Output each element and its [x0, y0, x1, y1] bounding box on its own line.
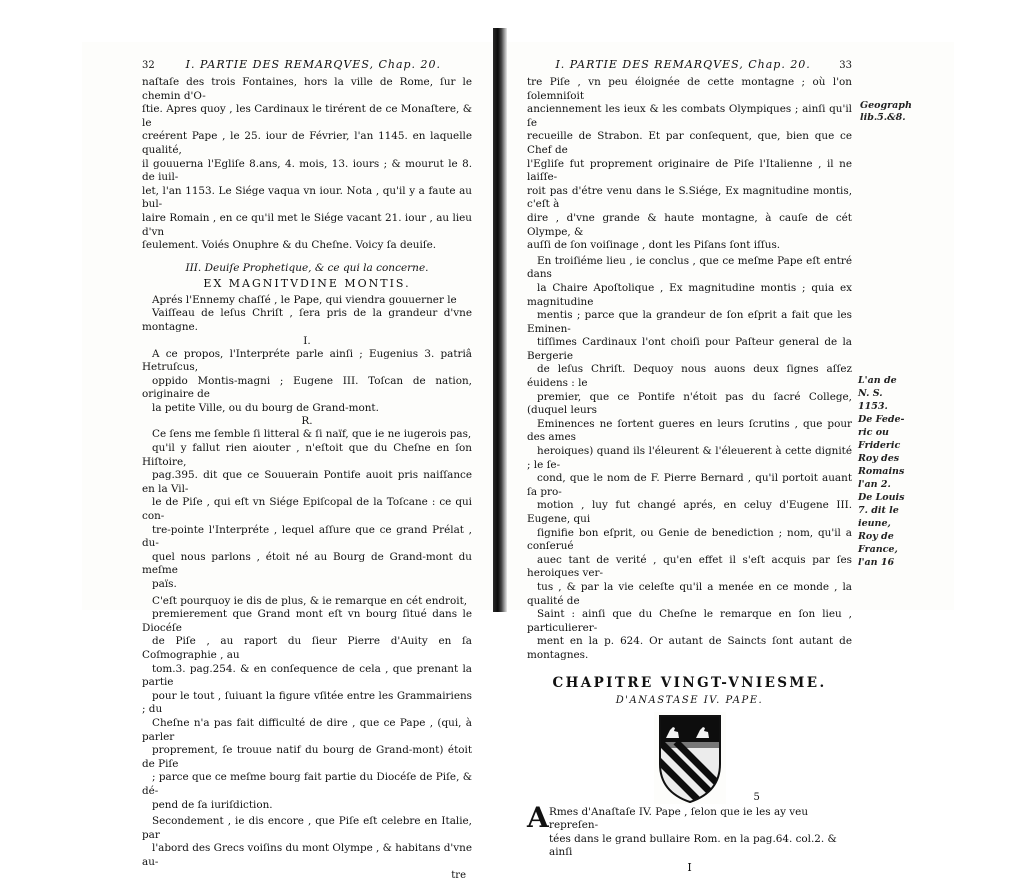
- left-paragraph-2: [142, 348, 472, 416]
- text-line: proprement, ſe trouue natif du bourg de Grand-mont) étoit de Piſe: [142, 744, 472, 770]
- text-line: naſtaſe des trois Fontaines, hors la ville de Rome, ſur le chemin d'O-: [142, 76, 472, 102]
- margin-line: l'an 2.: [858, 479, 891, 490]
- text-line: Rmes d'Anaſtaſe IV. Pape , ſelon que ie les ay veu repreſen-: [549, 805, 809, 832]
- text-line: ſeulement. Voiés Onuphre & du Cheſne. Voicy ſa deuiſe.: [142, 239, 437, 252]
- margin-line: Geograph: [860, 100, 912, 111]
- text-line: En troiſiéme lieu , ie conclus , que ce meſme Pape eſt entré dans: [527, 254, 852, 281]
- marker-remark: R.: [301, 415, 313, 428]
- margin-note-year: [858, 374, 920, 569]
- margin-line: Frideric: [858, 440, 901, 451]
- margin-line: Roy des: [858, 453, 900, 464]
- right-paragraph-2: [527, 255, 852, 663]
- text-line: anciennement les ieux & les combats Olympiques ; ainſi qu'il ſe: [527, 103, 852, 129]
- text-line: tom.3. pag.254. & en conſequence de cela , que prenant la partie: [142, 662, 472, 689]
- left-page-number: 32: [142, 60, 155, 71]
- text-line: creérent Pape , le 25. iour de Février, l'an 1145. en laquelle qualité,: [142, 130, 472, 156]
- text-line: Aprés l'Ennemy chaſſé , le Pape, qui viendra gouuerner le: [152, 293, 457, 306]
- text-line: heroiques) quand ils l'éleurent & l'éleuerent à cette dignité ; le ſe-: [527, 445, 852, 471]
- text-line: l'abord des Grecs voiſins du mont Olympe , & habitans d'vne au-: [142, 842, 472, 868]
- text-line: A ce propos, l'Interpréte parle ainſi ; Eugenius 3. patriâ Hetruſcus,: [142, 347, 472, 374]
- text-line: tre-pointe l'Interpréte , lequel aſſure que ce grand Prélat , du-: [142, 523, 472, 550]
- text-line: ment en la p. 624. Or autant de Saincts ſont autant de montagnes.: [527, 635, 852, 661]
- chapter-title: CHAPITRE VINGT-VNIESME.: [552, 674, 827, 691]
- margin-line: lib.5.&8.: [860, 112, 906, 123]
- text-line: pend de ſa iuriſdiction.: [152, 798, 273, 811]
- text-line: Secondement , ie dis encore , que Piſe eſt celebre en Italie, par: [142, 815, 472, 841]
- margin-line: ieune,: [858, 518, 891, 529]
- margin-line: ric ou: [858, 427, 889, 438]
- text-line: ſtie. Apres quoy , les Cardinaux le tirérent de ce Monaſtere, & le: [142, 103, 472, 129]
- text-line: Vaiſſeau de leſus Chriſt , ſera pris de la grandeur d'vne montagne.: [142, 307, 472, 333]
- text-line: pour le tout , ſuiuant la figure vſitée entre les Grammairiens ; du: [142, 689, 472, 716]
- text-line: tus , & par la vie celeſte qu'il a menée en ce monde , la qualité de: [527, 580, 852, 607]
- coat-of-arms-shield-icon: [654, 712, 726, 804]
- text-line: premierement que Grand mont eſt vn bourg ſitué dans le Diocéſe: [142, 608, 472, 634]
- text-line: premier, que ce Pontife n'étoit pas du ſacré College, (duquel leurs: [527, 390, 852, 417]
- text-line: ; parce que ce meſme bourg fait partie du Diocéſe de Piſe, & dé-: [142, 771, 472, 797]
- left-head-title: I. PARTIE DES REMARQVES, Chap. 20.: [185, 58, 442, 71]
- right-head-title: I. PARTIE DES REMARQVES, Chap. 20.: [555, 58, 811, 71]
- text-line: tées dans le grand bullaire Rom. en la pag.64. col.2. & ainſi: [549, 832, 837, 859]
- right-paragraph-1: [527, 76, 852, 253]
- margin-line: Romains: [858, 466, 905, 477]
- signature-mark: I: [687, 860, 692, 874]
- text-line: C'eſt pourquoy ie dis de plus, & ie remarque en cét endroit,: [152, 594, 468, 607]
- text-line: quel nous parlons , étoit né au Bourg de Grand-mont du meſme: [142, 550, 472, 577]
- margin-line: 7. dit le: [858, 505, 899, 516]
- coat-number: 5: [753, 791, 760, 803]
- margin-line: 1153.: [858, 401, 888, 412]
- dropcap: A: [527, 800, 549, 834]
- left-paragraph-4: [142, 595, 472, 813]
- arms-paragraph: [527, 800, 852, 860]
- text-line: auec tant de verité , qu'en effet il s'eſt acquis par ſes heroiques ver-: [527, 553, 852, 580]
- text-line: la petite Ville, ou du bourg de Grand-mont.: [152, 401, 379, 414]
- text-line: de Piſe , au raport du ſieur Pierre d'Auity en ſa Coſmographie , au: [142, 635, 472, 661]
- catchword: tre: [451, 870, 466, 881]
- text-line: dire , d'vne grande & haute montagne, à cauſe de cét Olympe, &: [527, 211, 852, 238]
- text-line: Eminences ne ſortent gueres en leurs ſcrutins , que pour des ames: [527, 417, 852, 444]
- left-intro-paragraph: [142, 76, 472, 253]
- text-line: l'Egliſe fut proprement originaire de Piſe l'Italienne , il ne laiſſe-: [527, 157, 852, 184]
- text-line: auſſi de ſon voiſinage , dont les Piſans ſont iſſus.: [527, 239, 781, 252]
- text-line: cond, que le nom de F. Pierre Bernard , qu'il portoit auant ſa pro-: [527, 472, 852, 498]
- text-line: roit pas d'étre venu dans le S.Siége, Ex magnitudine montis, c'eſt à: [527, 184, 852, 211]
- text-line: pag.395. dit que ce Souuerain Pontife auoit pris naiſſance en la Vil-: [142, 469, 472, 495]
- margin-note-geograph: [860, 100, 920, 124]
- left-paragraph-5: [142, 815, 472, 869]
- left-running-head: [142, 58, 472, 76]
- margin-line: L'an de: [858, 375, 897, 386]
- text-line: païs.: [152, 578, 177, 590]
- margin-line: France,: [858, 544, 898, 555]
- left-paragraph-1: [142, 294, 472, 335]
- text-line: la Chaire Apoſtolique , Ex magnitudine montis ; quia ex magnitudine: [527, 281, 852, 308]
- text-line: recueille de Strabon. Et par conſequent, que, bien que ce Chef de: [527, 130, 852, 156]
- text-line: let, l'an 1153. Le Siége vaqua vn iour. Nota , qu'il y a faute au bul-: [142, 184, 472, 211]
- text-line: tiſſimes Cardinaux l'ont choiſi pour Paſteur general de la Bergerie: [527, 336, 852, 362]
- right-page: [527, 58, 852, 874]
- text-line: ſignifie bon eſprit, ou Genie de benediction ; nom, qu'il a conſerué: [527, 526, 852, 553]
- marker-interpreter: I.: [303, 334, 311, 347]
- margin-line: N. S.: [858, 388, 883, 399]
- right-page-number: 33: [839, 60, 852, 71]
- margin-line: Roy de: [858, 531, 894, 542]
- book-gutter: [493, 28, 507, 612]
- margin-line: De Fede-: [858, 414, 905, 425]
- motto: EX MAGNITVDINE MONTIS.: [203, 276, 411, 290]
- text-line: qu'il y fallut rien aiouter , n'eſtoit que du Cheſne en ſon Hiſtoire,: [142, 442, 472, 468]
- text-line: laire Romain , en ce qu'il met le Siége vacant 21. iour , au lieu d'vn: [142, 211, 472, 238]
- margin-line: l'an 16: [858, 557, 895, 568]
- coat-of-arms: [654, 712, 760, 804]
- text-line: il gouuerna l'Egliſe 8.ans, 4. mois, 13. iours ; & mourut le 8. de iuil-: [142, 157, 472, 184]
- text-line: tre Piſe , vn peu éloignée de cette montagne ; où l'on ſolemniſoit: [527, 76, 852, 102]
- text-line: oppido Montis-magni ; Eugene III. Toſcan de nation, originaire de: [142, 374, 472, 401]
- text-line: Saint : ainſi que du Cheſne le remarque en ſon lieu , particulierer-: [527, 608, 852, 634]
- text-line: Cheſne n'a pas fait difficulté de dire , que ce Pape , (qui, à parler: [142, 716, 472, 743]
- margin-line: De Louis: [858, 492, 905, 503]
- left-page: [142, 58, 472, 881]
- right-running-head: [527, 58, 852, 76]
- text-line: Ce ſens me ſemble ſi litteral & ſi naïf, que ie ne iugerois pas,: [152, 428, 472, 441]
- left-paragraph-3: [142, 428, 472, 591]
- section-title: III. Deuiſe Prophetique, & ce qui la concerne.: [185, 261, 429, 274]
- text-line: de leſus Chriſt. Dequoy nous auons deux ſignes aſſez éuidens : le: [527, 363, 852, 390]
- text-line: le de Piſe , qui eſt vn Siége Epiſcopal de la Toſcane : ce qui con-: [142, 496, 472, 523]
- text-line: mentis ; parce que la grandeur de ſon eſprit a fait que les Eminen-: [527, 309, 852, 335]
- text-line: motion , luy fut changé aprés, en celuy d'Eugene III. Eugene, qui: [527, 499, 852, 525]
- chapter-subtitle: D'ANASTASE IV. PAPE.: [615, 694, 764, 706]
